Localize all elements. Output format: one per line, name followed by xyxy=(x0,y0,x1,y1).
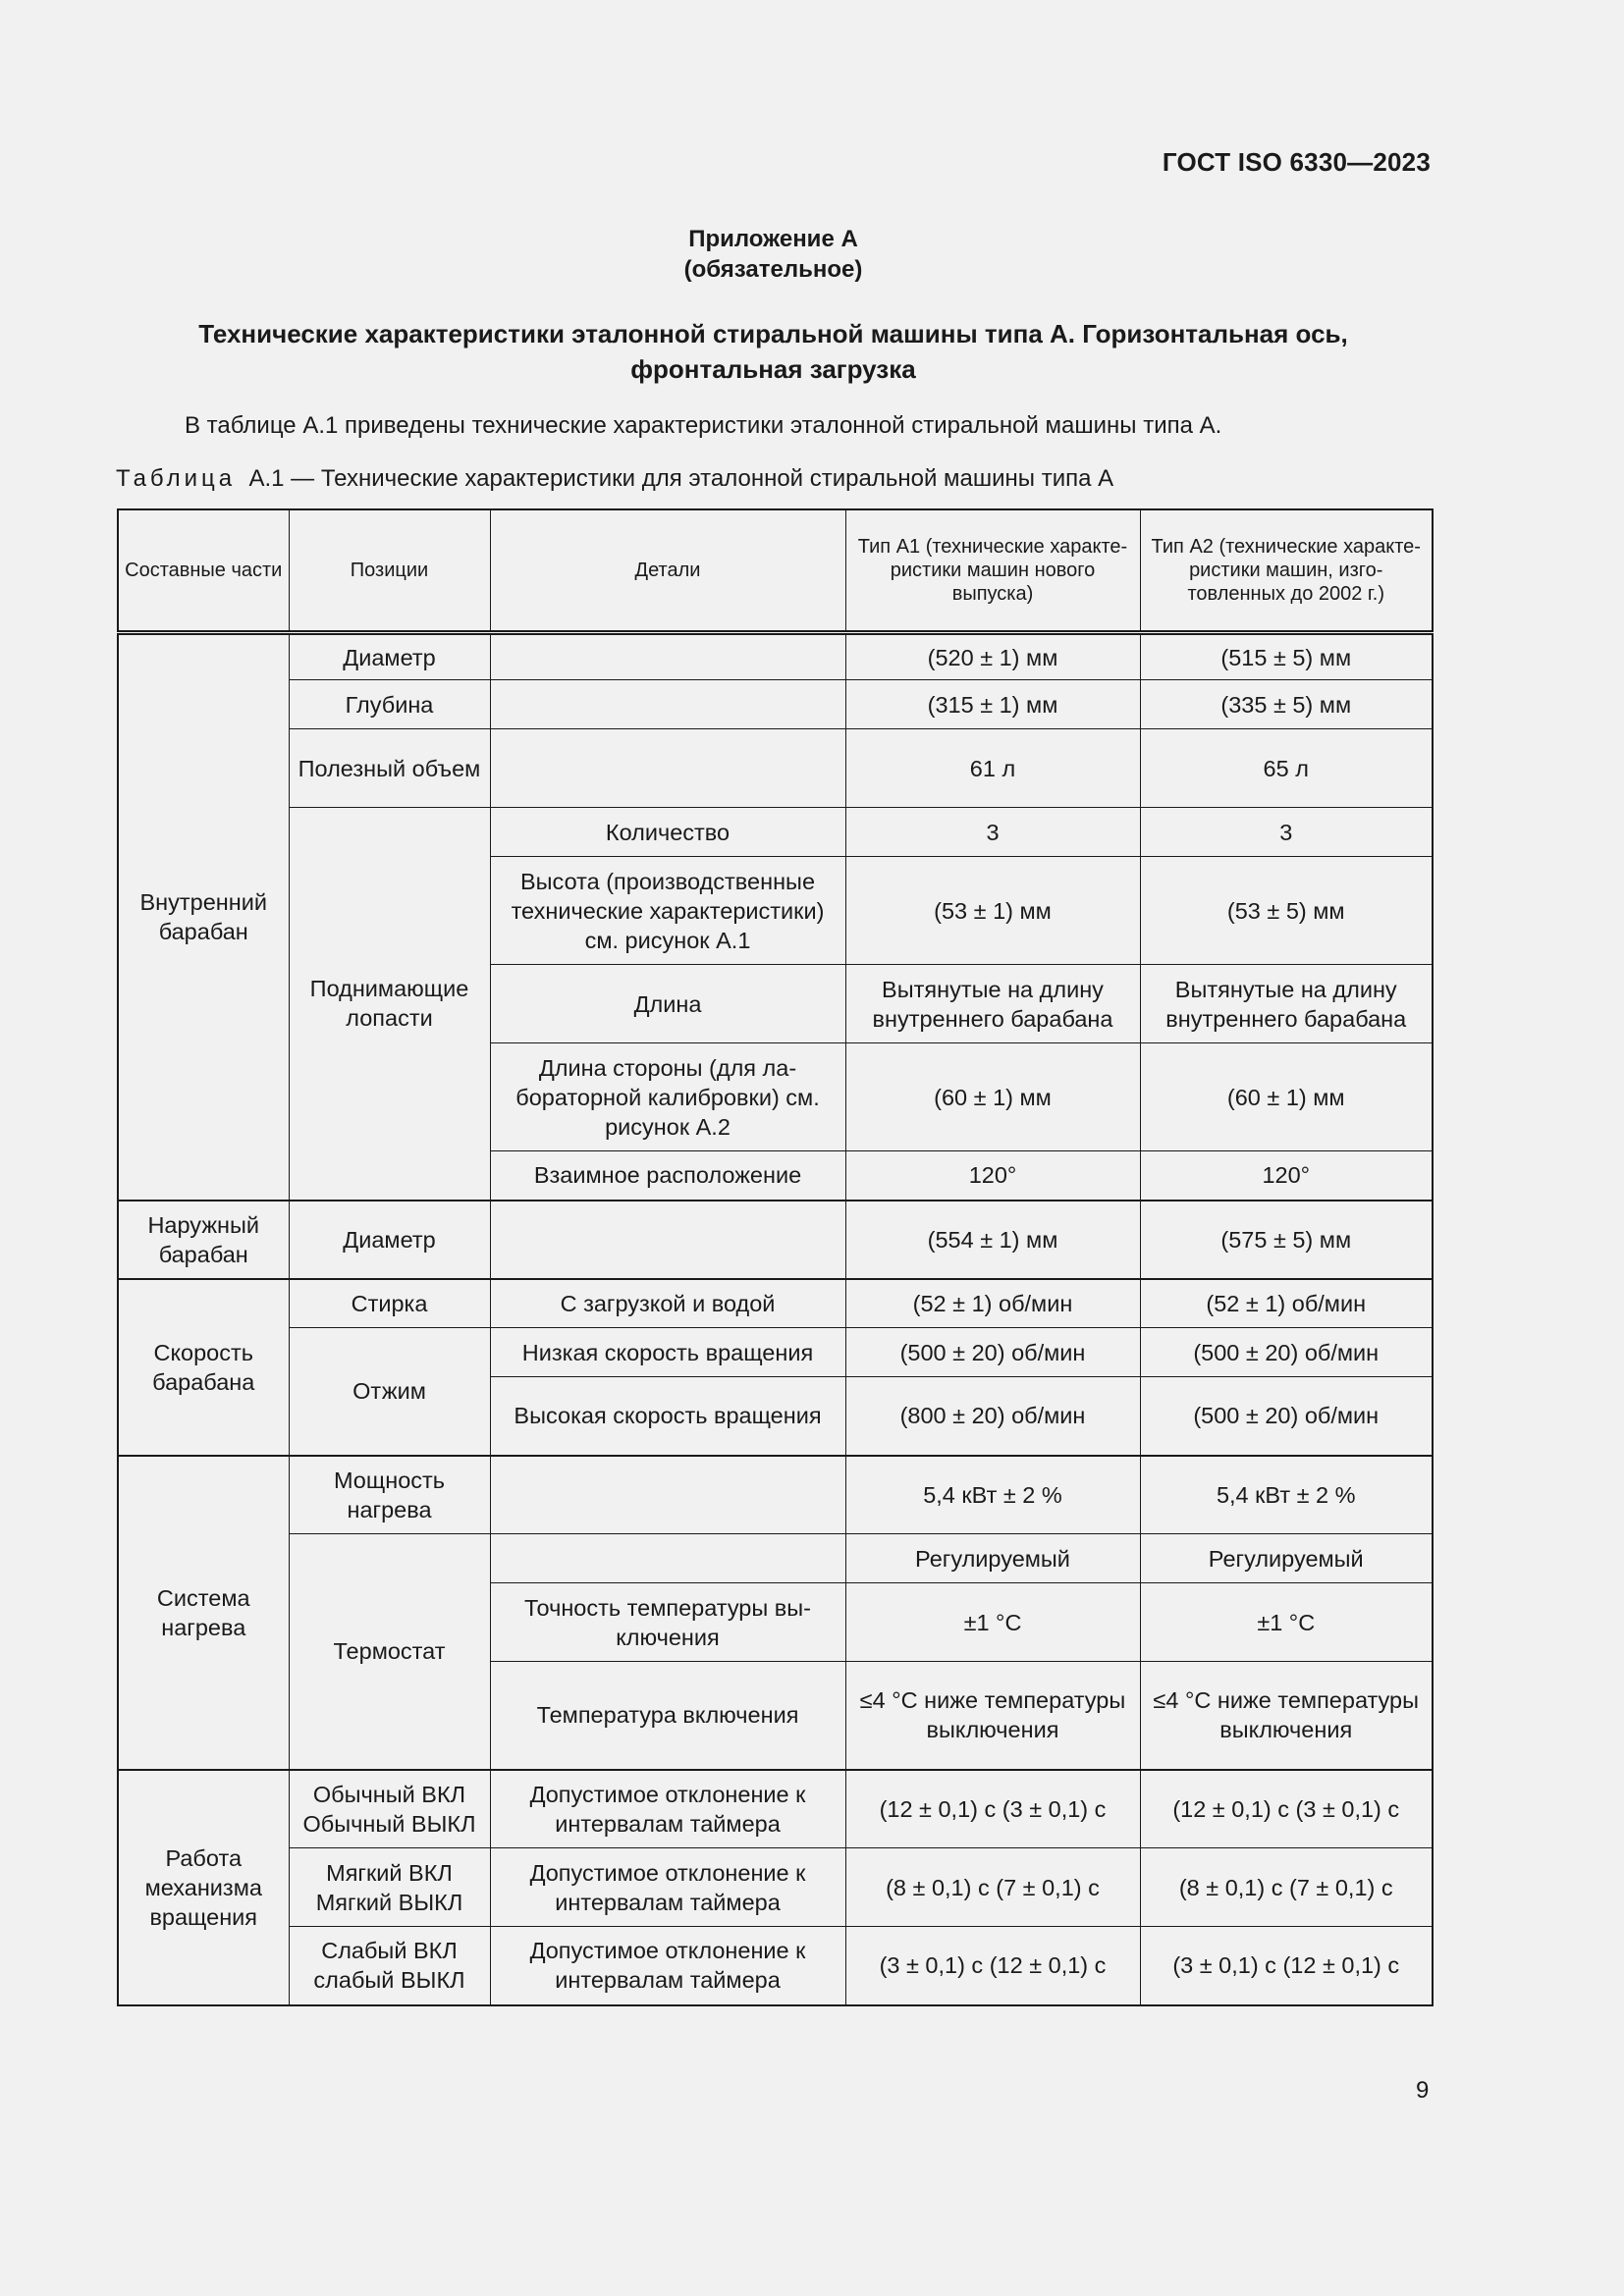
position-cell: Глубина xyxy=(289,680,490,729)
header-details: Детали xyxy=(490,509,845,633)
appendix-title: Приложение А xyxy=(688,226,858,252)
a1-cell: (8 ± 0,1) с (7 ± 0,1) с xyxy=(845,1848,1140,1927)
a1-cell: 3 xyxy=(845,808,1140,857)
header-type-a2: Тип А2 (технические характеристики машин, изготовленных до 2002 г.) xyxy=(1140,509,1433,633)
position-cell: Мощность нагрева xyxy=(289,1456,490,1534)
detail-cell: Длина xyxy=(490,965,845,1043)
detail-cell: С загрузкой и водой xyxy=(490,1279,845,1328)
a2-cell: 120° xyxy=(1140,1151,1433,1201)
detail-cell xyxy=(490,1534,845,1583)
group-inner-drum: Внутренний барабан xyxy=(118,633,289,1201)
appendix-status: (обязательное) xyxy=(683,256,863,283)
detail-cell xyxy=(490,1456,845,1534)
detail-cell: Точность температуры выключения xyxy=(490,1583,845,1662)
table-row xyxy=(118,1456,1433,1534)
a1-cell: (800 ± 20) об/мин xyxy=(845,1377,1140,1456)
table-row xyxy=(118,680,1433,729)
detail-cell: Низкая скорость вращения xyxy=(490,1328,845,1377)
detail-cell xyxy=(490,1201,845,1279)
a2-cell: (515 ± 5) мм xyxy=(1140,633,1433,680)
table-row xyxy=(118,633,1433,680)
a1-cell: 5,4 кВт ± 2 % xyxy=(845,1456,1140,1534)
table-row xyxy=(118,729,1433,808)
a2-cell: (12 ± 0,1) с (3 ± 0,1) с xyxy=(1140,1770,1433,1848)
a1-cell: ≤4 °С ниже температуры выключения xyxy=(845,1662,1140,1770)
detail-cell: Допустимое отклонение к интервалам таймера xyxy=(490,1770,845,1848)
a1-cell: (500 ± 20) об/мин xyxy=(845,1328,1140,1377)
document-id: ГОСТ ISO 6330—2023 xyxy=(1162,147,1431,177)
position-cell: Отжим xyxy=(289,1328,490,1456)
a1-cell: (3 ± 0,1) с (12 ± 0,1) с xyxy=(845,1927,1140,2005)
a2-cell: (53 ± 5) мм xyxy=(1140,857,1433,965)
a2-cell: ≤4 °С ниже температуры выключения xyxy=(1140,1662,1433,1770)
position-cell: Обычный ВКЛ Обычный ВЫКЛ xyxy=(289,1770,490,1848)
a1-cell: (520 ± 1) мм xyxy=(845,633,1140,680)
a1-cell: (60 ± 1) мм xyxy=(845,1043,1140,1151)
a2-cell: (3 ± 0,1) с (12 ± 0,1) с xyxy=(1140,1927,1433,2005)
table-row xyxy=(118,1279,1433,1328)
table-row xyxy=(118,808,1433,857)
a1-cell: 61 л xyxy=(845,729,1140,808)
a2-cell: (335 ± 5) мм xyxy=(1140,680,1433,729)
detail-cell: Высокая скорость вращения xyxy=(490,1377,845,1456)
a2-cell: 5,4 кВт ± 2 % xyxy=(1140,1456,1433,1534)
appendix-heading xyxy=(0,224,1546,285)
group-outer-drum: Наружный барабан xyxy=(118,1201,289,1279)
page-number: 9 xyxy=(1416,2077,1430,2104)
a1-cell: Регулируемый xyxy=(845,1534,1140,1583)
table-caption-text: — Технические характеристики для эталонной стиральной машины типа А xyxy=(291,465,1114,492)
position-cell: Полезный объем xyxy=(289,729,490,808)
a1-cell: (52 ± 1) об/мин xyxy=(845,1279,1140,1328)
table-row xyxy=(118,1927,1433,2005)
detail-cell: Взаимное расположение xyxy=(490,1151,845,1201)
table-row xyxy=(118,1534,1433,1583)
detail-cell: Температура включения xyxy=(490,1662,845,1770)
position-cell: Поднимающие лопасти xyxy=(289,808,490,1201)
detail-cell: Допустимое отклонение к интервалам таймера xyxy=(490,1848,845,1927)
a1-cell: ±1 °С xyxy=(845,1583,1140,1662)
table-row xyxy=(118,1328,1433,1377)
position-cell: Стирка xyxy=(289,1279,490,1328)
table-caption xyxy=(116,465,1113,493)
detail-cell: Длина стороны (для лабораторной калибровки) см. рисунок А.2 xyxy=(490,1043,845,1151)
detail-cell: Высота (производственные технические характеристики) см. рисунок А.1 xyxy=(490,857,845,965)
a2-cell: ±1 °С xyxy=(1140,1583,1433,1662)
group-heating: Система нагрева xyxy=(118,1456,289,1770)
table-caption-number: А.1 xyxy=(248,465,285,492)
header-positions: Позиции xyxy=(289,509,490,633)
a1-cell: (53 ± 1) мм xyxy=(845,857,1140,965)
position-cell: Слабый ВКЛ слабый ВЫКЛ xyxy=(289,1927,490,2005)
position-cell: Диаметр xyxy=(289,1201,490,1279)
detail-cell xyxy=(490,680,845,729)
position-cell: Диаметр xyxy=(289,633,490,680)
a1-cell: (315 ± 1) мм xyxy=(845,680,1140,729)
detail-cell: Количество xyxy=(490,808,845,857)
table-row xyxy=(118,1201,1433,1279)
a2-cell: (500 ± 20) об/мин xyxy=(1140,1377,1433,1456)
section-title: Технические характеристики эталонной стиральной машины типа А. Горизонтальная ось, фронтальная загрузка xyxy=(198,319,1348,384)
a2-cell: (500 ± 20) об/мин xyxy=(1140,1328,1433,1377)
group-drum-speed: Скорость барабана xyxy=(118,1279,289,1456)
a2-cell: (8 ± 0,1) с (7 ± 0,1) с xyxy=(1140,1848,1433,1927)
a2-cell: (575 ± 5) мм xyxy=(1140,1201,1433,1279)
position-cell: Термостат xyxy=(289,1534,490,1770)
group-rotation: Работа механизма вращения xyxy=(118,1770,289,2005)
a2-cell: 3 xyxy=(1140,808,1433,857)
a1-cell: Вытянутые на длину внутреннего барабана xyxy=(845,965,1140,1043)
a1-cell: (554 ± 1) мм xyxy=(845,1201,1140,1279)
a2-cell: Вытянутые на длину внутреннего барабана xyxy=(1140,965,1433,1043)
intro-paragraph: В таблице А.1 приведены технические характеристики эталонной стиральной машины типа А. xyxy=(185,412,1222,439)
table-row xyxy=(118,1848,1433,1927)
a2-cell: (52 ± 1) об/мин xyxy=(1140,1279,1433,1328)
position-cell: Мягкий ВКЛ Мягкий ВЫКЛ xyxy=(289,1848,490,1927)
a2-cell: (60 ± 1) мм xyxy=(1140,1043,1433,1151)
header-parts: Составные части xyxy=(118,509,289,633)
a1-cell: (12 ± 0,1) с (3 ± 0,1) с xyxy=(845,1770,1140,1848)
detail-cell xyxy=(490,633,845,680)
table-caption-label: Таблица xyxy=(116,465,237,492)
table-header-row xyxy=(118,509,1433,633)
a2-cell: Регулируемый xyxy=(1140,1534,1433,1583)
spec-table xyxy=(117,508,1434,2006)
table-row xyxy=(118,1770,1433,1848)
a2-cell: 65 л xyxy=(1140,729,1433,808)
detail-cell xyxy=(490,729,845,808)
header-type-a1: Тип А1 (технические характеристики машин нового выпуска) xyxy=(845,509,1140,633)
detail-cell: Допустимое отклонение к интервалам таймера xyxy=(490,1927,845,2005)
a1-cell: 120° xyxy=(845,1151,1140,1201)
